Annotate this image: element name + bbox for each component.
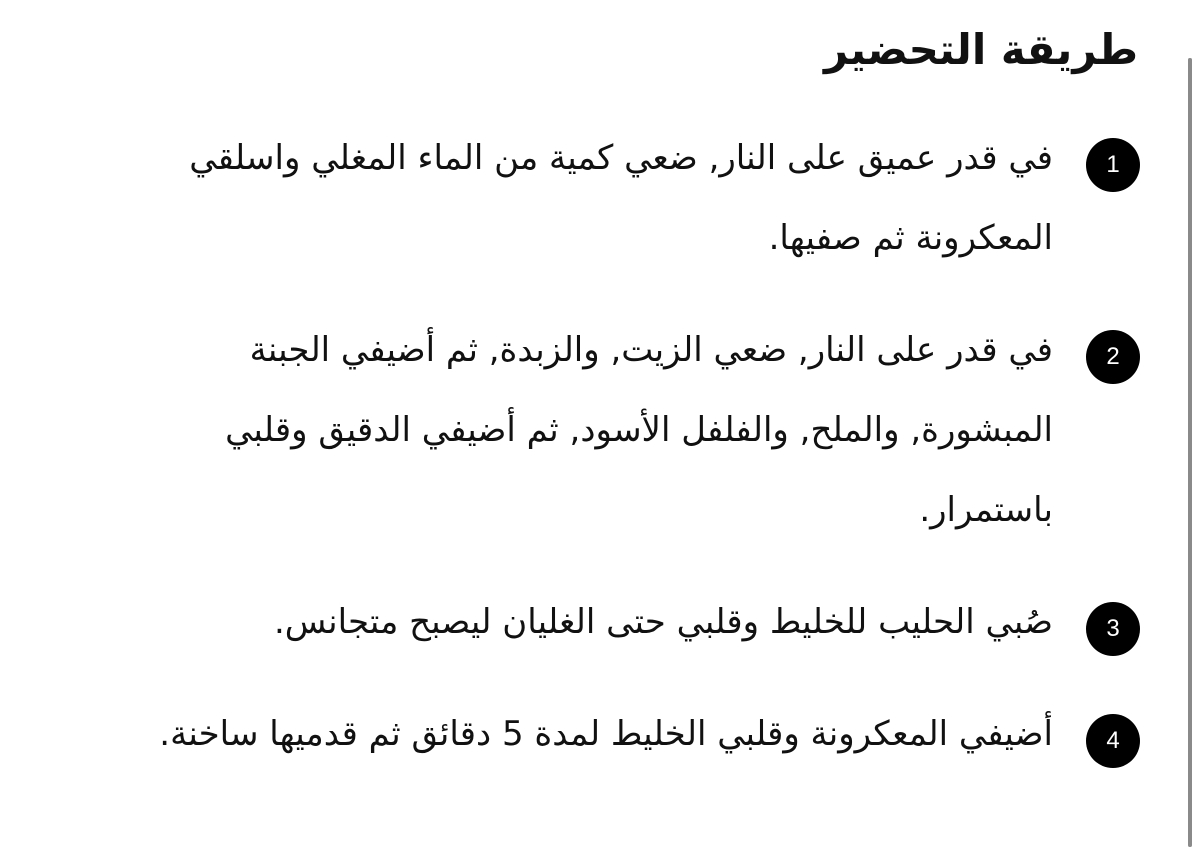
step-number-badge: 1	[1086, 138, 1140, 192]
step-number-badge: 2	[1086, 330, 1140, 384]
step-number-badge: 4	[1086, 714, 1140, 768]
step-text: صُبي الحليب للخليط وقلبي حتى الغليان ليصبح متجانس.	[273, 602, 1053, 642]
step-item	[110, 310, 1140, 550]
step-number-badge: 3	[1086, 602, 1140, 656]
steps-list	[110, 118, 1140, 806]
step-item	[110, 118, 1140, 278]
section-title: طريقة التحضير	[823, 25, 1138, 74]
step-item	[110, 694, 1140, 774]
scrollbar-thumb[interactable]	[1188, 58, 1192, 847]
step-text: في قدر على النار, ضعي الزيت, والزبدة, ثم أضيفي الجبنة المبشورة, والملح, والفلفل الأسود, ثم أضيفي الدقيق وقلبي باستمرار.	[225, 330, 1053, 530]
step-text: أضيفي المعكرونة وقلبي الخليط لمدة 5 دقائق ثم قدميها ساخنة.	[159, 714, 1053, 754]
step-item	[110, 582, 1140, 662]
step-text: في قدر عميق على النار, ضعي كمية من الماء المغلي واسلقي المعكرونة ثم صفيها.	[189, 138, 1053, 258]
vertical-scrollbar[interactable]	[1188, 58, 1192, 847]
